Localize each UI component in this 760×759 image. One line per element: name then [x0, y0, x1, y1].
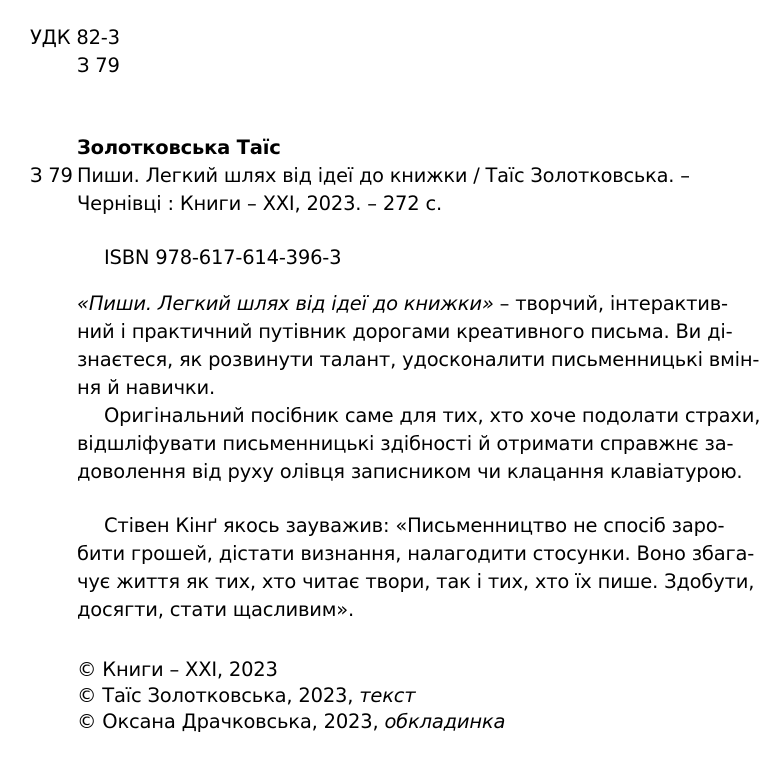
annotation-p2-line-3: доволення від руху олівця записником чи клацання клавіатурою. — [77, 460, 743, 483]
author-code: З 79 — [77, 54, 120, 77]
copyright-cover-role: обкладинка — [384, 710, 506, 733]
annotation-p2-line-1: Оригінальний посібник саме для тих, хто хоче подолати страхи, — [104, 404, 760, 427]
copyright-author — [77, 686, 415, 706]
copyright-author-role: текст — [359, 684, 416, 707]
bibliographic-title-line: Пиши. Легкий шлях від ідеї до книжки / Таїс Золотковська. – — [77, 164, 690, 187]
annotation-p2-line-2: відшліфувати письменницькі здібності й отримати справжнє за- — [77, 432, 734, 455]
annotation-line-3: знаєтеся, як розвинути талант, удосконалити письменницькі вмін- — [77, 348, 760, 371]
author-mark-index: З 79 — [30, 164, 73, 187]
book-title-quote: «Пиши. Легкий шлях від ідеї до книжки» — [77, 292, 494, 315]
quote-line-3: чує життя як тих, хто читає твори, так і тих, хто їх пише. Здобути, — [77, 570, 755, 593]
annotation-text: – творчий, інтерактив- — [493, 292, 728, 315]
isbn: ISBN 978-617-614-396-3 — [104, 246, 342, 269]
quote-line-2: бити грошей, дістати визнання, налагодити стосунки. Воно збага- — [77, 542, 755, 565]
copyright-cover-text: © Оксана Драчковська, 2023, — [77, 710, 385, 733]
copyright-cover — [77, 712, 505, 732]
quote-line-1: Стівен Кінґ якось зауважив: «Письменництво не спосіб заро- — [104, 514, 725, 537]
annotation-line-2: ний і практичний путівник дорогами креативного письма. Ви ді- — [77, 320, 733, 343]
copyright-publisher: © Книги – ХХІ, 2023 — [77, 658, 278, 681]
udk-code: УДК 82-3 — [30, 26, 120, 49]
copyright-author-text: © Таїс Золотковська, 2023, — [77, 684, 360, 707]
bibliographic-imprint-line: Чернівці : Книги – ХХІ, 2023. – 272 с. — [77, 192, 442, 215]
author-heading: Золотковська Таїс — [77, 136, 281, 159]
annotation-line-1 — [77, 292, 728, 315]
annotation-line-4: ня й навички. — [77, 376, 215, 399]
quote-line-4: досягти, стати щасливим». — [77, 598, 354, 621]
